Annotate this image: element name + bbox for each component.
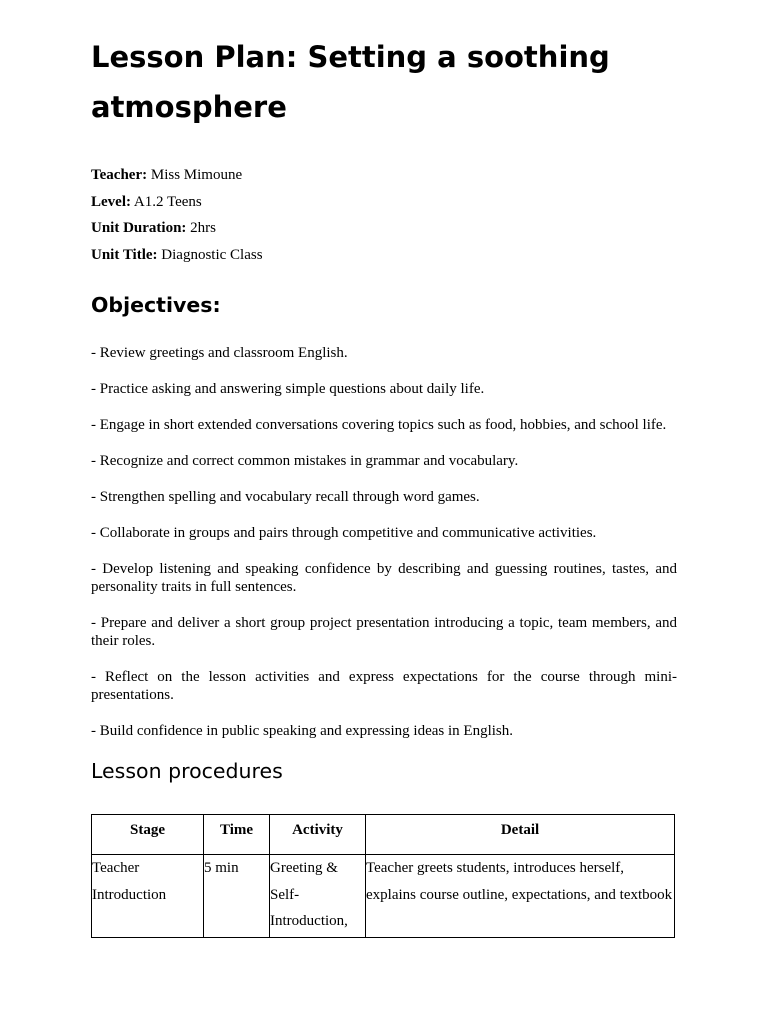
teacher-label: Teacher: bbox=[91, 167, 148, 183]
unit-title-line bbox=[91, 242, 677, 269]
procedures-table bbox=[91, 814, 675, 938]
lesson-meta bbox=[91, 162, 677, 268]
duration-label: Unit Duration: bbox=[91, 220, 187, 236]
objective-item: - Collaborate in groups and pairs through competitive and communicative activities. bbox=[91, 525, 597, 541]
objectives-heading: Objectives: bbox=[91, 293, 221, 317]
objective-item: - Review greetings and classroom English. bbox=[91, 345, 348, 361]
objective-item: - Practice asking and answering simple questions about daily life. bbox=[91, 381, 485, 397]
cell-time: 5 min bbox=[204, 855, 270, 938]
objective-item: - Recognize and correct common mistakes in grammar and vocabulary. bbox=[91, 453, 519, 469]
teacher-line bbox=[91, 162, 677, 189]
objective-item: - Reflect on the lesson activities and express expectations for the course through mini-presentations. bbox=[91, 669, 677, 703]
teacher-value: Miss Mimoune bbox=[150, 167, 243, 183]
objective-item: - Develop listening and speaking confidence by describing and guessing routines, tastes, and personality traits in full sentences. bbox=[91, 561, 677, 595]
cell-activity: Greeting & Self-Introduction, bbox=[270, 855, 366, 938]
cell-stage: Teacher Introduction bbox=[92, 855, 204, 938]
level-value: A1.2 Teens bbox=[133, 193, 202, 210]
document-page bbox=[91, 0, 677, 938]
objective-item: - Strengthen spelling and vocabulary recall through word games. bbox=[91, 489, 480, 505]
objective-item: - Prepare and deliver a short group project presentation introducing a topic, team members, and their roles. bbox=[91, 615, 677, 649]
objective-item: - Engage in short extended conversations covering topics such as food, hobbies, and school life. bbox=[91, 417, 667, 433]
unit-title-value: Diagnostic Class bbox=[161, 246, 263, 263]
procedures-heading: Lesson procedures bbox=[91, 759, 283, 783]
table-header-row bbox=[92, 815, 675, 855]
objectives-list bbox=[91, 344, 677, 740]
header-activity: Activity bbox=[270, 815, 366, 855]
header-detail: Detail bbox=[366, 815, 675, 855]
table-row bbox=[92, 855, 675, 938]
level-label: Level: bbox=[91, 193, 131, 210]
page-title: Lesson Plan: Setting a soothing atmosphere bbox=[91, 40, 610, 124]
objective-item: - Build confidence in public speaking and expressing ideas in English. bbox=[91, 723, 513, 739]
duration-line bbox=[91, 215, 677, 242]
level-line bbox=[91, 189, 677, 216]
unit-title-label: Unit Title: bbox=[91, 246, 158, 263]
duration-value: 2hrs bbox=[190, 220, 217, 236]
cell-detail: Teacher greets students, introduces herself, explains course outline, expectations, and textbook bbox=[366, 855, 675, 938]
header-stage: Stage bbox=[92, 815, 204, 855]
header-time: Time bbox=[204, 815, 270, 855]
